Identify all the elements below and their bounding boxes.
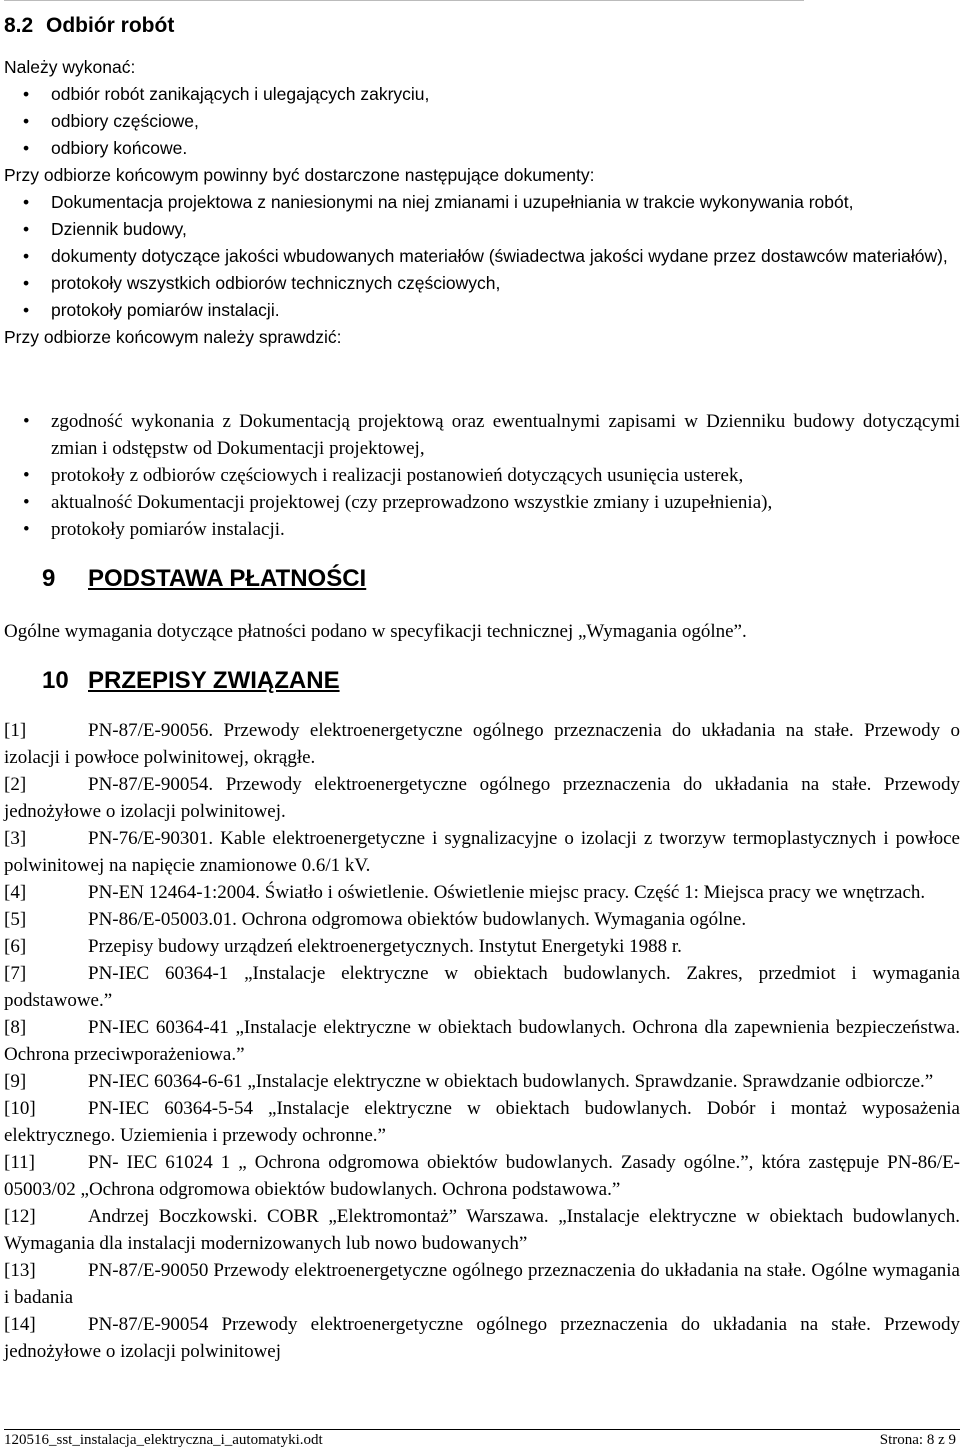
reference-item [4,1149,960,1203]
footer-filename: 120516_sst_instalacja_elektryczna_i_automatyki.odt [4,1432,323,1448]
list-item [4,270,960,297]
bullet-icon: • [23,300,30,320]
list-item [4,243,960,270]
section-number: 9 [42,565,56,592]
section-number: 10 [42,667,69,694]
list-item-text: odbiory końcowe. [51,138,188,158]
page-number: Strona: 8 z 9 [879,1432,956,1448]
bullet-icon: • [23,138,30,158]
reference-text: PN-76/E-90301. Kable elektroenergetyczne i sygnalizacyjne o izolacji z tworzyw termoplastycznych i powłoce polwinitowej na napięcie znamionowe 0.6/1 kV. [4,828,960,876]
reference-text: PN-87/E-90054 Przewody elektroenergetyczne ogólnego przeznaczenia do układania na stałe. Przewody jednożyłowe o izolacji polwinitowej [4,1314,960,1362]
reference-number: [7] [4,963,27,984]
list-item-text: aktualność Dokumentacji projektowej (czy przeprowadzono wszystkie zmiany i uzupełnienia), [51,492,773,513]
reference-number: [14] [4,1314,36,1335]
intro-text: Należy wykonać: [4,57,136,77]
references-list [4,717,960,1365]
reference-text: Andrzej Boczkowski. COBR „Elektromontaż” Warszawa. „Instalacje elektryczne w obiektach budowlanych. Wymagania dla instalacji modernizowanych lub nowo budowanych” [4,1206,960,1254]
reference-item [4,879,960,906]
section-title: PRZEPISY ZWIĄZANE [88,667,340,694]
reference-text: PN-87/E-90054. Przewody elektroenergetyczne ogólnego przeznaczenia do układania na stałe. Przewody jednożyłowe o izolacji polwinitowej. [4,774,960,822]
reference-item [4,960,960,1014]
list-item-text: protokoły pomiarów instalacji. [51,300,280,320]
reference-text: PN- IEC 61024 1 „ Ochrona odgromowa obiektów budowlanych. Zasady ogólne.”, która zastępuje PN-86/E-05003/02 „Ochrona odgromowa obiektów budowlanych. Ochrona podstawowa.” [4,1152,960,1200]
list-item-text: odbiory częściowe, [51,111,199,131]
bullet-icon: • [23,246,30,266]
reference-number: [10] [4,1098,36,1119]
list-item-text: zgodność wykonania z Dokumentacją projektową oraz ewentualnymi zapisami w Dzienniku budowy dotyczącymi zmian i odstępstw od Dokumentacji projektowej, [51,411,960,459]
list-item-text: protokoły pomiarów instalacji. [51,519,285,540]
reference-text: PN-IEC 60364-41 „Instalacje elektryczne w obiektach budowlanych. Ochrona dla zapewnienia bezpieczeństwa. Ochrona przeciwporażeniowa.” [4,1017,960,1065]
reference-item [4,933,960,960]
docs-intro: Przy odbiorze końcowym powinny być dostarczone następujące dokumenty: [4,165,595,185]
reference-number: [4] [4,882,27,903]
reference-number: [6] [4,936,27,957]
section-9-heading [42,565,366,593]
bullet-icon: • [23,273,30,293]
reference-item [4,1203,960,1257]
section-8-2-heading [4,14,174,38]
reference-number: [13] [4,1260,36,1281]
page-footer [4,1431,960,1449]
checks-list [4,408,960,543]
bullet-icon: • [23,411,30,432]
reference-text: Przepisy budowy urządzeń elektroenergetycznych. Instytut Energetyki 1988 r. [88,936,682,957]
reference-item [4,1014,960,1068]
bullet-icon: • [23,111,30,131]
section-8-2-body [4,54,960,351]
list-item [4,135,960,162]
bullet-icon: • [23,519,30,540]
list-item [4,216,960,243]
reference-text: PN-IEC 60364-1 „Instalacje elektryczne w obiektach budowlanych. Zakres, przedmiot i wymagania podstawowe.” [4,963,960,1011]
bullet-icon: • [23,465,30,486]
list-item-text: protokoły wszystkich odbiorów technicznych częściowych, [51,273,501,293]
reference-item [4,1095,960,1149]
reference-item [4,1257,960,1311]
reference-item [4,825,960,879]
list-item-text: dokumenty dotyczące jakości wbudowanych materiałów (świadectwa jakości wydane przez dostawców materiałów), [51,246,948,266]
reference-number: [5] [4,909,27,930]
reference-number: [1] [4,720,27,741]
reference-text: PN-87/E-90050 Przewody elektroenergetyczne ogólnego przeznaczenia do układania na stałe. Ogólne wymagania i badania [4,1260,960,1308]
list-item [4,462,960,489]
reference-number: [9] [4,1071,27,1092]
bullet-icon: • [23,492,30,513]
section-title: PODSTAWA PŁATNOŚCI [88,565,367,592]
list-item [4,108,960,135]
reference-item [4,771,960,825]
list-item [4,297,960,324]
section-9-text: Ogólne wymagania dotyczące płatności podano w specyfikacji technicznej „Wymagania ogólne”. [4,621,747,642]
section-number: 8.2 [4,14,34,37]
list-item-text: Dziennik budowy, [51,219,187,239]
reference-text: PN-86/E-05003.01. Ochrona odgromowa obiektów budowlanych. Wymagania ogólne. [88,909,747,930]
list-item-text: Dokumentacja projektowa z naniesionymi na niej zmianami i uzupełniania w trakcie wykonywania robót, [51,192,854,212]
reference-text: PN-IEC 60364-6-61 „Instalacje elektryczne w obiektach budowlanych. Sprawdzanie. Sprawdzanie odbiorcze.” [88,1071,934,1092]
bullet-icon: • [23,219,30,239]
check-intro: Przy odbiorze końcowym należy sprawdzić: [4,327,342,347]
reference-item [4,1311,960,1365]
bullet-icon: • [23,192,30,212]
list-item [4,408,960,462]
reference-number: [3] [4,828,27,849]
section-10-heading [42,667,340,695]
list-item [4,489,960,516]
reference-item [4,1068,960,1095]
reference-text: PN-87/E-90056. Przewody elektroenergetyczne ogólnego przeznaczenia do układania na stałe. Przewody o izolacji i powłoce polwinitowej, okrągłe. [4,720,960,768]
header-rule [4,0,804,1]
reference-number: [2] [4,774,27,795]
list-item [4,189,960,216]
reference-item [4,717,960,771]
footer-rule [4,1429,960,1430]
reference-text: PN-EN 12464-1:2004. Światło i oświetlenie. Oświetlenie miejsc pracy. Część 1: Miejsca pracy we wnętrzach. [88,882,926,903]
reference-number: [12] [4,1206,36,1227]
section-title: Odbiór robót [46,14,175,37]
reference-item [4,906,960,933]
list-item [4,516,960,543]
reference-number: [11] [4,1152,35,1173]
reference-number: [8] [4,1017,27,1038]
reference-text: PN-IEC 60364-5-54 „Instalacje elektryczne w obiektach budowlanych. Dobór i montaż wyposażenia elektrycznego. Uziemienia i przewody ochronne.” [4,1098,960,1146]
list-item-text: protokoły z odbiorów częściowych i realizacji postanowień dotyczących usunięcia usterek, [51,465,744,486]
list-item-text: odbiór robót zanikających i ulegających zakryciu, [51,84,430,104]
bullet-icon: • [23,84,30,104]
list-item [4,81,960,108]
